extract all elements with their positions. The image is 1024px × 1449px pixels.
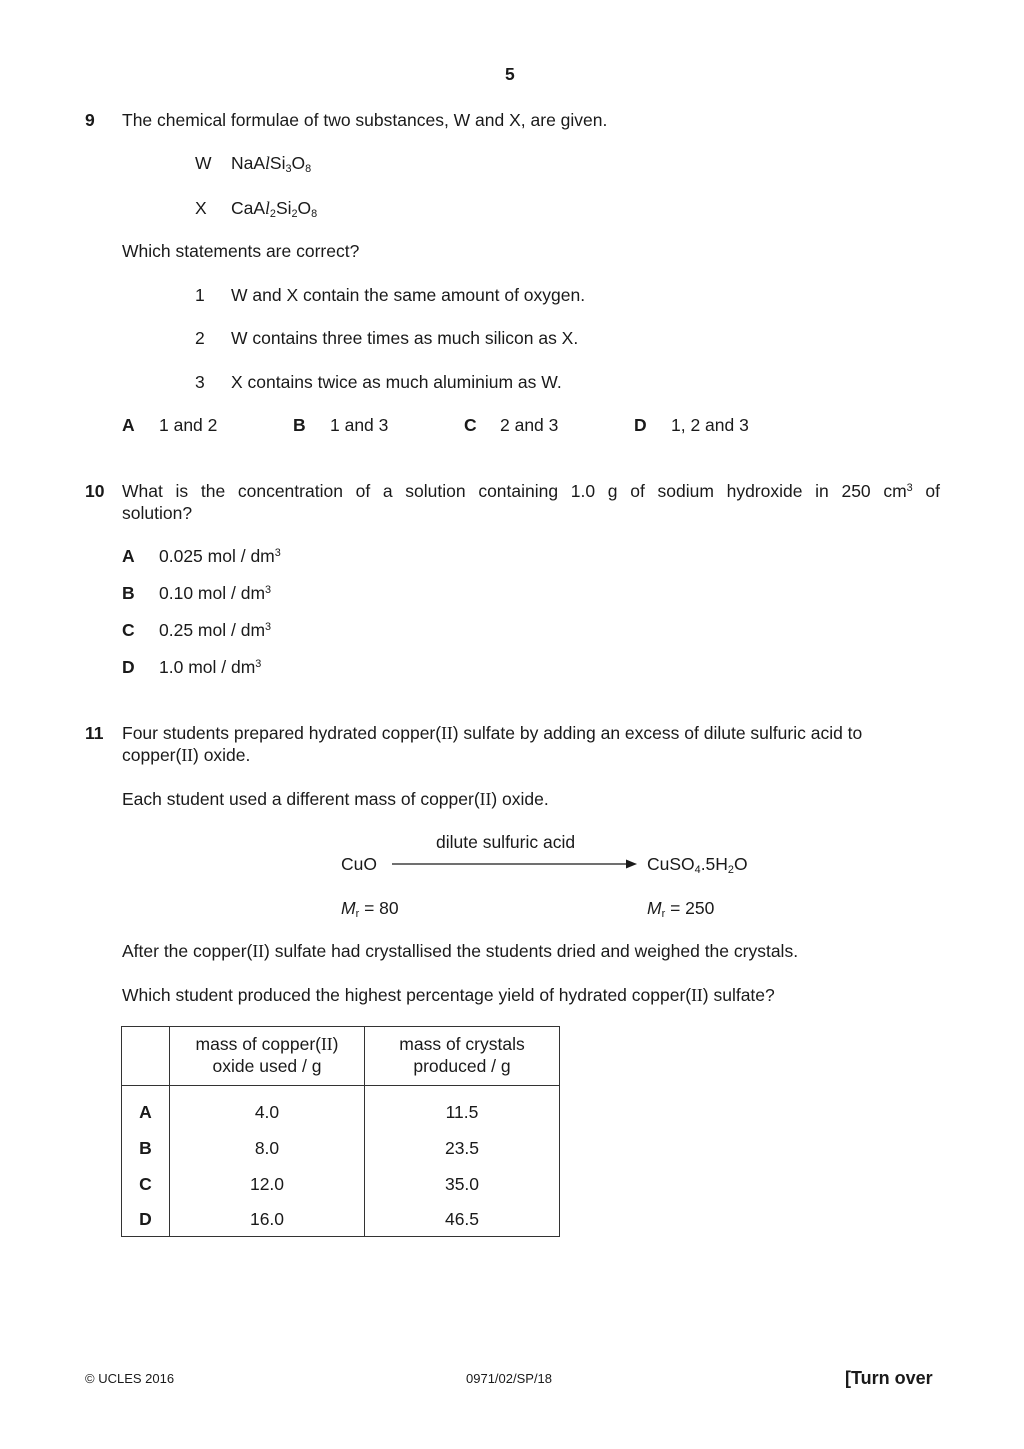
question-9-prompt: Which statements are correct? [122,241,360,261]
row-oxide-mass: 12.0 [170,1166,365,1202]
question-9-number: 9 [85,110,95,130]
statement-2-number: 2 [195,328,205,348]
reaction-reactant: CuO [341,854,377,874]
question-9-stem: The chemical formulae of two substances, W and X, are given. [122,110,608,130]
q10-option-d-letter[interactable]: D [122,657,135,677]
results-table [121,1026,560,1237]
q9-option-d-text[interactable]: 1, 2 and 3 [671,415,749,435]
row-oxide-mass: 8.0 [170,1130,365,1166]
row-crystal-mass: 46.5 [365,1202,560,1237]
q9-option-b-letter[interactable]: B [293,415,306,435]
q10-option-c-text[interactable]: 0.25 mol / $dm^3$ [159,620,272,640]
q10-option-a-letter[interactable]: A [122,546,135,566]
statement-3-text: X contains twice as much aluminium as W. [231,372,562,392]
q9-option-c-letter[interactable]: C [464,415,477,435]
statement-1-text: W and X contain the same amount of oxygen. [231,285,586,305]
question-11-prompt: Which student produced the highest percentage yield of hydrated copper(II) sulfate? [122,985,775,1005]
substance-w-label: W [195,153,212,173]
row-letter[interactable]: A [122,1086,170,1131]
q10-option-d-text[interactable]: 1.0 mol / $dm^3$ [159,657,262,677]
substance-w-formula: $NaAlSi_3O_8$ [231,153,312,176]
product-mr: $M_r = 250$ [647,898,715,921]
footer-turn-over: [Turn over [845,1368,933,1388]
statement-2-text: W contains three times as much silicon as X. [231,328,579,348]
row-crystal-mass: 23.5 [365,1130,560,1166]
question-11-para3: After the copper(II) sulfate had crystallised the students dried and weighed the crystals. [122,941,799,961]
question-10-stem-line2: solution? [122,503,193,523]
question-10-stem-line1: What is the concentration of a solution containing 1.0 g of sodium hydroxide in 250 $cm^3$ of [122,481,940,501]
table-header-crystals: mass of crystals produced / g [365,1027,560,1086]
question-11-stem-line1: Four students prepared hydrated copper(II) sulfate by adding an excess of dilute sulfuric acid to [122,723,863,743]
row-letter[interactable]: D [122,1202,170,1237]
reactant-mr: $M_r = 80$ [341,898,399,921]
table-row [122,1086,560,1131]
row-letter[interactable]: B [122,1130,170,1166]
reaction-reagent: dilute sulfuric acid [436,832,576,852]
footer-copyright: © UCLES 2016 [85,1371,175,1386]
page-number: 5 [505,64,515,84]
q9-option-b-text[interactable]: 1 and 3 [330,415,389,435]
substance-x-label: X [195,198,207,218]
row-crystal-mass: 11.5 [365,1086,560,1131]
q9-option-d-letter[interactable]: D [634,415,647,435]
q10-option-c-letter[interactable]: C [122,620,135,640]
row-crystal-mass: 35.0 [365,1166,560,1202]
question-10-number: 10 [85,481,105,501]
reaction-product: $CuSO_4.5H_2O$ [647,854,748,877]
row-letter[interactable]: C [122,1166,170,1202]
table-row [122,1202,560,1237]
q10-option-b-text[interactable]: 0.10 mol / $dm^3$ [159,583,272,603]
q9-option-a-letter[interactable]: A [122,415,135,435]
row-oxide-mass: 16.0 [170,1202,365,1237]
table-row [122,1166,560,1202]
substance-x-formula: $CaAl_2Si_2O_8$ [231,198,318,221]
question-11-para2: Each student used a different mass of copper(II) oxide. [122,789,549,809]
question-11-stem-line2: copper(II) oxide. [122,745,251,765]
table-corner-cell [122,1027,170,1086]
row-oxide-mass: 4.0 [170,1086,365,1131]
statement-1-number: 1 [195,285,205,305]
table-row [122,1130,560,1166]
q9-option-a-text[interactable]: 1 and 2 [159,415,218,435]
footer-paper-code: 0971/02/SP/18 [466,1371,553,1386]
q10-option-b-letter[interactable]: B [122,583,135,603]
question-11-number: 11 [85,723,104,743]
statement-3-number: 3 [195,372,205,392]
reaction-arrow [392,857,638,871]
q9-option-c-text[interactable]: 2 and 3 [500,415,559,435]
table-header-oxide: mass of copper(II) oxide used / g [170,1027,365,1086]
q10-option-a-text[interactable]: 0.025 mol / $dm^3$ [159,546,281,566]
